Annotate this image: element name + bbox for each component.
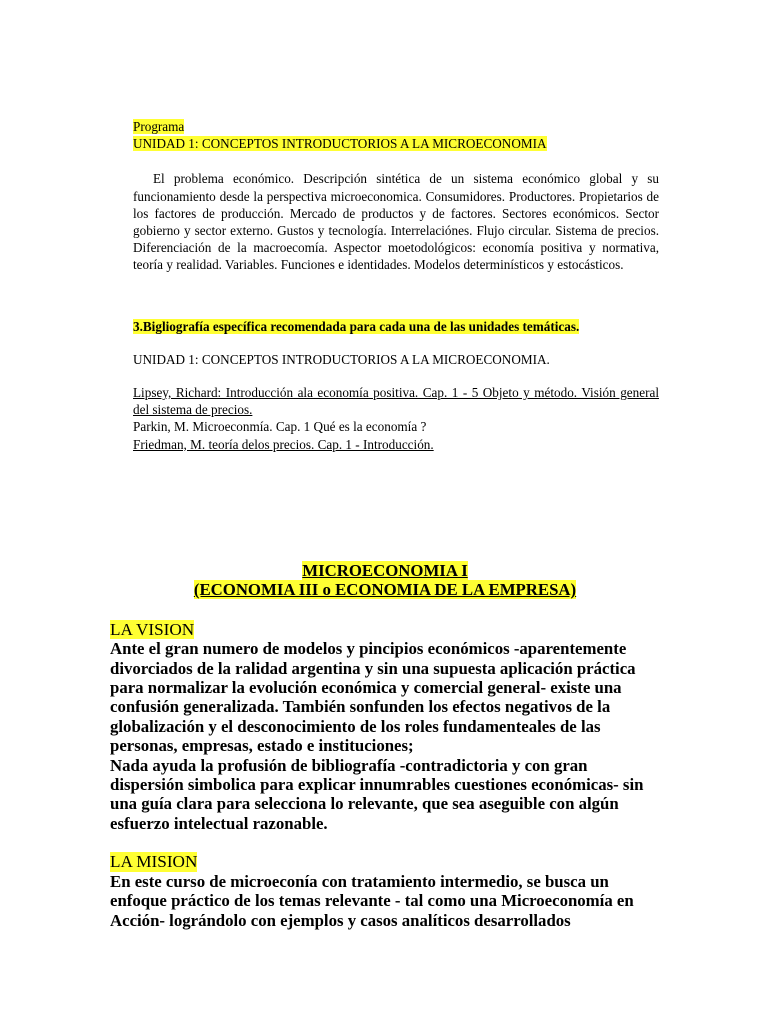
bibliography-unit-title: UNIDAD 1: CONCEPTOS INTRODUCTORIOS A LA MICROECONOMIA. [133, 351, 550, 367]
vision-line: Nada ayuda la profusión de bibliografía -contradictoria y con gran [110, 755, 588, 775]
course-title: MICROECONOMIA I [302, 561, 468, 580]
vision-line: confusión generalizada. También sonfunden los efectos negativos de la [110, 697, 611, 717]
program-label: Programa [133, 119, 185, 134]
mission-section [110, 852, 660, 930]
mission-line: En este curso de microeconía con tratamiento intermedio, se busca un [110, 871, 609, 891]
vision-line: dispersión simbolica para explicar innumrables cuestiones económicas- sin [110, 775, 644, 795]
vision-line: una guía clara para selecciona lo relevante, que sea aseguible con algún [110, 794, 619, 814]
vision-line: para normalizar la evolución económica y comercial general- existe una [110, 678, 622, 698]
vision-line: globalización y el desconocimiento de los roles fundamenteales de las [110, 716, 601, 736]
bibliography-item: Lipsey, Richard: Introducción ala economía positiva. Cap. 1 - 5 Objeto y método. Visión general del sistema de precios. [133, 385, 659, 418]
vision-heading: LA VISION [110, 619, 195, 639]
vision-section [110, 620, 660, 833]
course-section [110, 561, 660, 930]
vision-line: divorciados de la ralidad argentina y sin una supuesta aplicación práctica [110, 658, 636, 678]
program-section [133, 118, 659, 453]
mission-line: Acción- lográndolo con ejemplos y casos analíticos desarrollados [110, 910, 571, 930]
vision-line: Ante el gran numero de modelos y pincipios económicos -aparentemente [110, 639, 627, 659]
mission-heading: LA MISION [110, 852, 198, 872]
vision-line: esfuerzo intelectual razonable. [110, 813, 328, 833]
bibliography-list [133, 384, 659, 453]
unit-title: UNIDAD 1: CONCEPTOS INTRODUCTORIOS A LA MICROECONOMIA [133, 136, 547, 152]
bibliography-title: 3.Bigliografía específica recomendada para cada una de las unidades temáticas. [133, 318, 580, 334]
bibliography-item: Parkin, M. Microeconmía. Cap. 1 Qué es la economía ? [133, 419, 427, 435]
bibliography-item: Friedman, M. teoría delos precios. Cap. 1 - Introducción. [133, 436, 434, 452]
vision-line: personas, empresas, estado e instituciones; [110, 736, 414, 756]
course-subtitle: (ECONOMIA III o ECONOMIA DE LA EMPRESA) [193, 580, 577, 600]
mission-line: enfoque práctico de los temas relevante - tal como una Microeconomía en [110, 891, 634, 911]
unit-description: El problema económico. Descripción sintética de un sistema económico global y su funcionamiento desde la perspectiva microeconomica. Consumidores. Productores. Propietarios de los factores de producción. Mercado de productos y de factores. Sectores económicos. Sector gobierno y sector externo. Gustos y tecnología. Interrelaciónes. Flujo circular. Sistema de precios. Diferenciación de la macroecomía. Aspector moetodológicos: economía positiva y normativa, teoría y realidad. Variables. Funciones e identidades. Modelos determinísticos y estocásticos. [133, 171, 659, 273]
